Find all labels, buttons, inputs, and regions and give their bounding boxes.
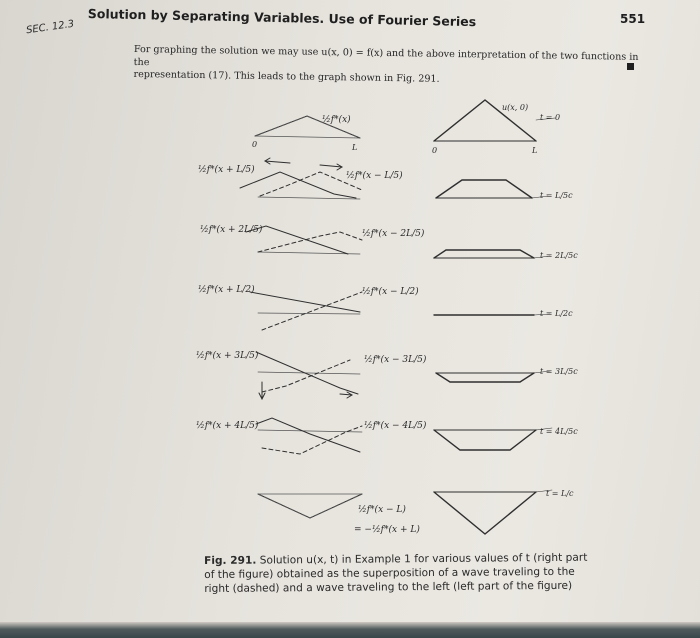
time-label-2: t = 2L/5c: [540, 251, 578, 260]
right-top-label: u(x, 0): [502, 103, 529, 112]
left-row-3: [250, 292, 362, 330]
time-label-3: t = L/2c: [540, 309, 573, 318]
solution-curve-6: [434, 492, 536, 534]
wave-left-6: [258, 494, 362, 518]
axis-line-left-5: [258, 430, 362, 432]
row-0-right-label: ½f*(x): [322, 115, 351, 125]
row-4-left-label: ½f*(x + 3L/5): [196, 351, 259, 361]
row-5-right-label: ½f*(x − 4L/5): [364, 421, 427, 431]
caption-text: Solution u(x, t) in Example 1 for various values of t (right part of the figure) obtained as the superposition of a wave traveling to the right (dashed) and a wave traveling to the left (left part of the figure): [204, 551, 588, 595]
axis-line-left-4: [258, 372, 360, 374]
wave-left-5: [256, 418, 360, 452]
right-row-4: [436, 371, 550, 382]
time-label-6: t = L/c: [546, 489, 574, 498]
caption-label: Fig. 291.: [204, 554, 257, 567]
axis-origin-left: 0: [252, 140, 258, 149]
row-4-right-label: ½f*(x − 3L/5): [364, 355, 427, 365]
left-row-5: [256, 418, 362, 454]
page-edge-shadow: [0, 622, 700, 638]
solution-curve-2: [434, 250, 534, 258]
left-row-2: [246, 226, 362, 254]
left-row-4: [256, 352, 360, 399]
time-label-1: t = L/5c: [540, 191, 573, 200]
axis-origin-right: 0: [432, 146, 438, 155]
axis-end-left: L: [352, 143, 358, 152]
intro-line-2: representation (17). This leads to the graph shown in Fig. 291.: [133, 68, 440, 85]
solution-curve-1: [436, 180, 532, 198]
running-head: Solution by Separating Variables. Use of Fourier Series: [87, 6, 477, 30]
wave-right-6: [258, 494, 362, 518]
axis-line-left-3: [258, 313, 360, 314]
time-label-0: t = 0: [540, 113, 561, 122]
wave-right-2: [258, 232, 362, 252]
wave-right-3: [262, 292, 362, 330]
bottom-label-2: = −½f*(x + L): [354, 525, 420, 535]
left-row-1: [240, 158, 362, 199]
axis-line-left-1: [258, 197, 360, 199]
bottom-label-1: ½f*(x − L): [358, 505, 406, 515]
right-row-1: [436, 180, 548, 198]
row-5-left-label: ½f*(x + 4L/5): [196, 421, 259, 431]
right-row-6: [434, 490, 552, 534]
solution-curve-5: [434, 430, 536, 450]
page-number: 551: [620, 12, 646, 26]
time-label-5: t = 4L/5c: [540, 427, 578, 436]
row-1-left-label: ½f*(x + L/5): [198, 165, 255, 175]
left-row-6: [258, 494, 362, 518]
row-1-right-label: ½f*(x − L/5): [346, 171, 403, 181]
intro-line-1: For graphing the solution we may use u(x, 0) = f(x) and the above interpretation of the two functions in the: [133, 44, 639, 68]
solution-curve-4: [436, 373, 534, 382]
row-2-left-label: ½f*(x + 2L/5): [200, 225, 263, 235]
wave-left-3: [250, 292, 360, 312]
row-2-right-label: ½f*(x − 2L/5): [362, 229, 425, 239]
right-row-5: [434, 428, 552, 450]
figure-caption: [204, 551, 588, 596]
row-3-right-label: ½f*(x − L/2): [362, 287, 419, 297]
right-row-3: [434, 314, 550, 315]
right-row-0: [434, 100, 555, 141]
axis-end-right: L: [532, 146, 538, 155]
axis-line-left-0: [255, 136, 360, 138]
wave-right-4: [262, 360, 350, 392]
time-label-4: t = 3L/5c: [540, 367, 578, 376]
row-3-left-label: ½f*(x + L/2): [198, 285, 255, 295]
right-row-2: [434, 250, 550, 258]
wave-left-1: [240, 172, 356, 198]
section-label: SEC. 12.3: [25, 18, 75, 37]
